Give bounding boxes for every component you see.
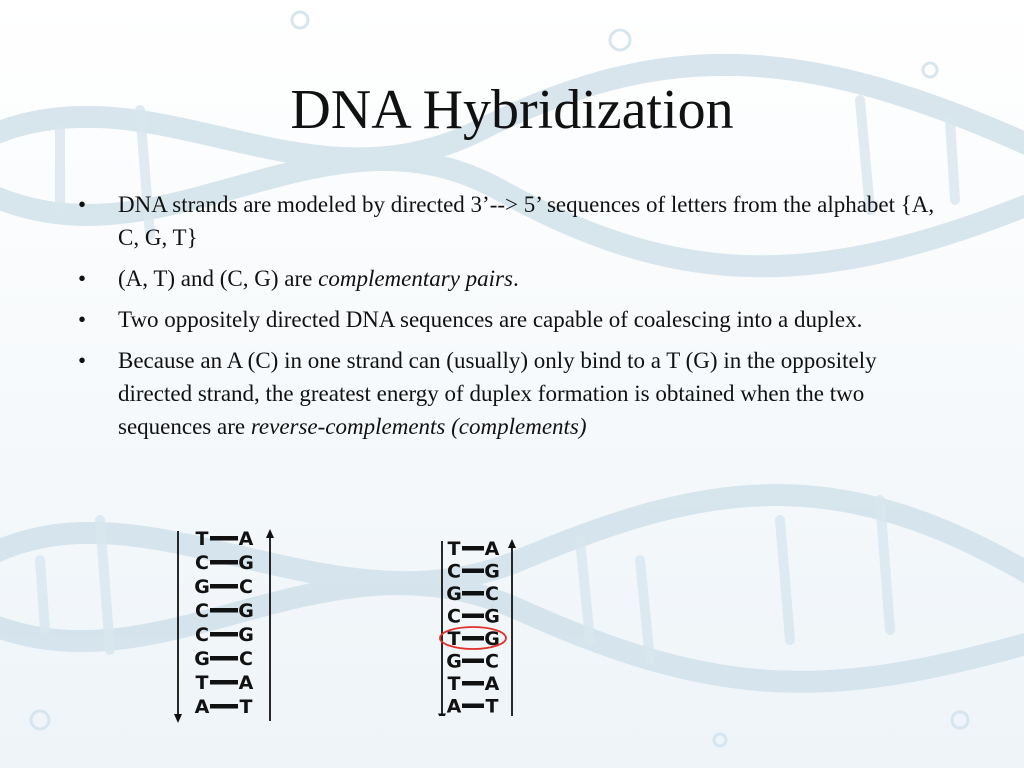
- base-pair-bond: [462, 636, 484, 641]
- base-right: C: [239, 648, 253, 670]
- base-pair-bond: [462, 681, 484, 686]
- base-left: C: [195, 600, 209, 622]
- arrowhead-up: [508, 539, 516, 548]
- base-pair-bond: [210, 656, 238, 661]
- base-left: G: [446, 650, 462, 673]
- base-right: A: [484, 538, 500, 560]
- bullet-item: [78, 303, 938, 336]
- duplex-diagram-complementary: [166, 528, 276, 724]
- base-left: C: [447, 560, 461, 583]
- base-right: G: [238, 624, 254, 646]
- arrowhead-down: [174, 714, 182, 723]
- arrowhead-down: [438, 714, 446, 717]
- base-left: C: [195, 624, 209, 646]
- base-right: G: [238, 600, 254, 622]
- base-left: T: [195, 672, 209, 694]
- base-left: T: [447, 628, 461, 650]
- base-pair-bond: [210, 560, 238, 565]
- base-right: A: [238, 528, 254, 550]
- base-right: A: [484, 673, 500, 695]
- base-right: C: [239, 576, 253, 598]
- base-right: A: [238, 672, 254, 694]
- base-pair-bond: [462, 546, 484, 551]
- base-left: T: [447, 538, 461, 560]
- duplex-diagram-mismatch: [436, 536, 526, 716]
- arrowhead-up: [266, 529, 274, 538]
- bullet-marker: •: [78, 307, 87, 332]
- base-pair-bond: [210, 536, 238, 541]
- base-pair-bond: [462, 614, 484, 619]
- bullet-text: DNA strands are modeled by directed 3’--> 5’ sequences of letters from the alphabet {A, C, G, T}: [118, 192, 935, 250]
- bullet-item: [78, 344, 938, 443]
- base-right: C: [485, 583, 499, 605]
- base-right: C: [485, 650, 499, 673]
- base-left: A: [194, 696, 210, 718]
- slide-title: DNA Hybridization: [290, 79, 734, 141]
- bullet-text: Two oppositely directed DNA sequences are capable of coalescing into a duplex.: [118, 307, 863, 332]
- bullet-marker: •: [78, 348, 87, 373]
- base-pair-bond: [462, 591, 484, 596]
- base-left: A: [446, 695, 462, 716]
- bullet-text: .: [512, 266, 519, 291]
- emphasized-text: complementary pairs: [318, 266, 513, 291]
- base-pair-bond: [210, 704, 238, 709]
- base-right: G: [484, 560, 500, 583]
- base-left: C: [195, 552, 209, 574]
- bullet-item: [78, 262, 938, 295]
- base-right: G: [484, 628, 500, 650]
- base-pair-bond: [210, 584, 238, 589]
- base-left: G: [194, 576, 210, 598]
- base-pair-bond: [462, 704, 484, 709]
- bullet-marker: •: [78, 266, 87, 291]
- base-right: G: [484, 605, 500, 628]
- base-pair-bond: [210, 608, 238, 613]
- emphasized-text: reverse-complements (complements): [250, 414, 587, 439]
- base-right: G: [238, 552, 254, 574]
- base-right: T: [239, 696, 253, 718]
- base-pair-bond: [462, 659, 484, 664]
- bullet-text: (A, T) and (C, G) are: [118, 266, 319, 291]
- bullet-list: [78, 188, 938, 451]
- bullet-item: [78, 188, 938, 254]
- base-right: T: [485, 695, 499, 716]
- bullet-text: Because an A (C) in one strand can (usually) only bind to a T (G) in the oppositely directed strand, the greatest energy of duplex formation is obtained when the two sequences are: [118, 348, 877, 439]
- base-left: T: [447, 673, 461, 695]
- base-left: T: [195, 528, 209, 550]
- base-left: C: [447, 605, 461, 628]
- base-pair-bond: [462, 569, 484, 574]
- bullet-marker: •: [78, 192, 87, 217]
- base-left: G: [194, 648, 210, 670]
- base-pair-bond: [210, 632, 238, 637]
- base-pair-bond: [210, 680, 238, 685]
- base-left: G: [446, 583, 462, 605]
